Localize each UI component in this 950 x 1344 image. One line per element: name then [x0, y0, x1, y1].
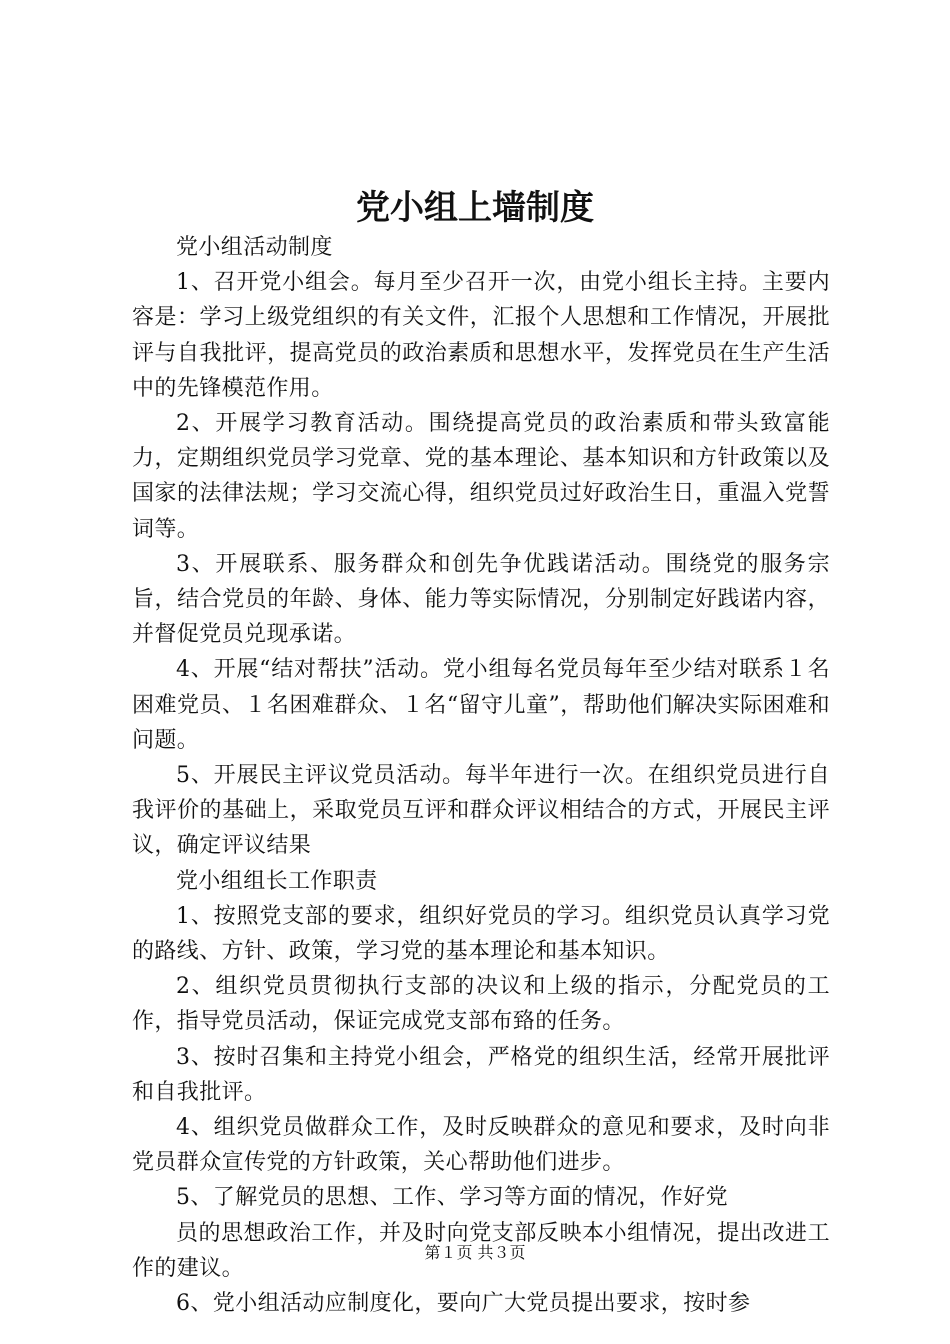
activity-rule-4: 4、开展“结对帮扶”活动。党小组每名党员每年至少结对联系１名困难党员、１名困难群众、１名“留守儿童”，帮助他们解决实际困难和问题。 — [132, 657, 830, 753]
activity-rule-2: 2、开展学习教育活动。围绕提高党员的政治素质和带头致富能力，定期组织党员学习党章、党的基本理论、基本知识和方针政策以及国家的法律法规；学习交流心得，组织党员过好政治生日，重温入党誓词等。 — [132, 411, 830, 542]
activity-rule-1: 1、召开党小组会。每月至少召开一次，由党小组长主持。主要内容是：学习上级党组织的有关文件，汇报个人思想和工作情况，开展批评与自我批评，提高党员的政治素质和思想水平，发挥党员在生产生活中的先锋模范作用。 — [132, 270, 830, 401]
leader-duty-5-part-2: 员的思想政治工作，并及时向党支部反映本小组情况，提出改进工作的建议。 — [132, 1220, 830, 1281]
leader-duty-4: 4、组织党员做群众工作，及时反映群众的意见和要求，及时向非党员群众宣传党的方针政策，关心帮助他们进步。 — [132, 1115, 830, 1176]
leader-duty-5-part-1: 5、了解党员的思想、工作、学习等方面的情况，作好党 — [176, 1185, 728, 1211]
leader-duty-6: 6、党小组活动应制度化，要向广大党员提出要求，按时参 — [176, 1291, 751, 1317]
page-number-footer: 第１页 共３页 — [424, 1243, 526, 1262]
leader-duty-3: 3、按时召集和主持党小组会，严格党的组织生活，经常开展批评和自我批评。 — [132, 1044, 830, 1105]
activity-rule-5: 5、开展民主评议党员活动。每半年进行一次。在组织党员进行自我评价的基础上，采取党员互评和群众评议相结合的方式，开展民主评议，确定评议结果 — [132, 763, 830, 859]
section-heading-leader-duties: 党小组组长工作职责 — [176, 868, 378, 894]
document-body — [132, 230, 830, 1321]
activity-rule-3: 3、开展联系、服务群众和创先争优践诺活动。围绕党的服务宗旨，结合党员的年龄、身体、能力等实际情况，分别制定好践诺内容，并督促党员兑现承诺。 — [132, 551, 830, 648]
section-heading-activity-rules: 党小组活动制度 — [176, 235, 333, 260]
leader-duty-1: 1、按照党支部的要求，组织好党员的学习。组织党员认真学习党的路线、方针、政策，学习党的基本理论和基本知识。 — [132, 903, 830, 965]
leader-duty-2: 2、组织党员贯彻执行支部的决议和上级的指示，分配党员的工作，指导党员活动，保证完成党支部布臵的任务。 — [132, 974, 830, 1035]
document-title: 党小组上墙制度 — [356, 188, 594, 228]
